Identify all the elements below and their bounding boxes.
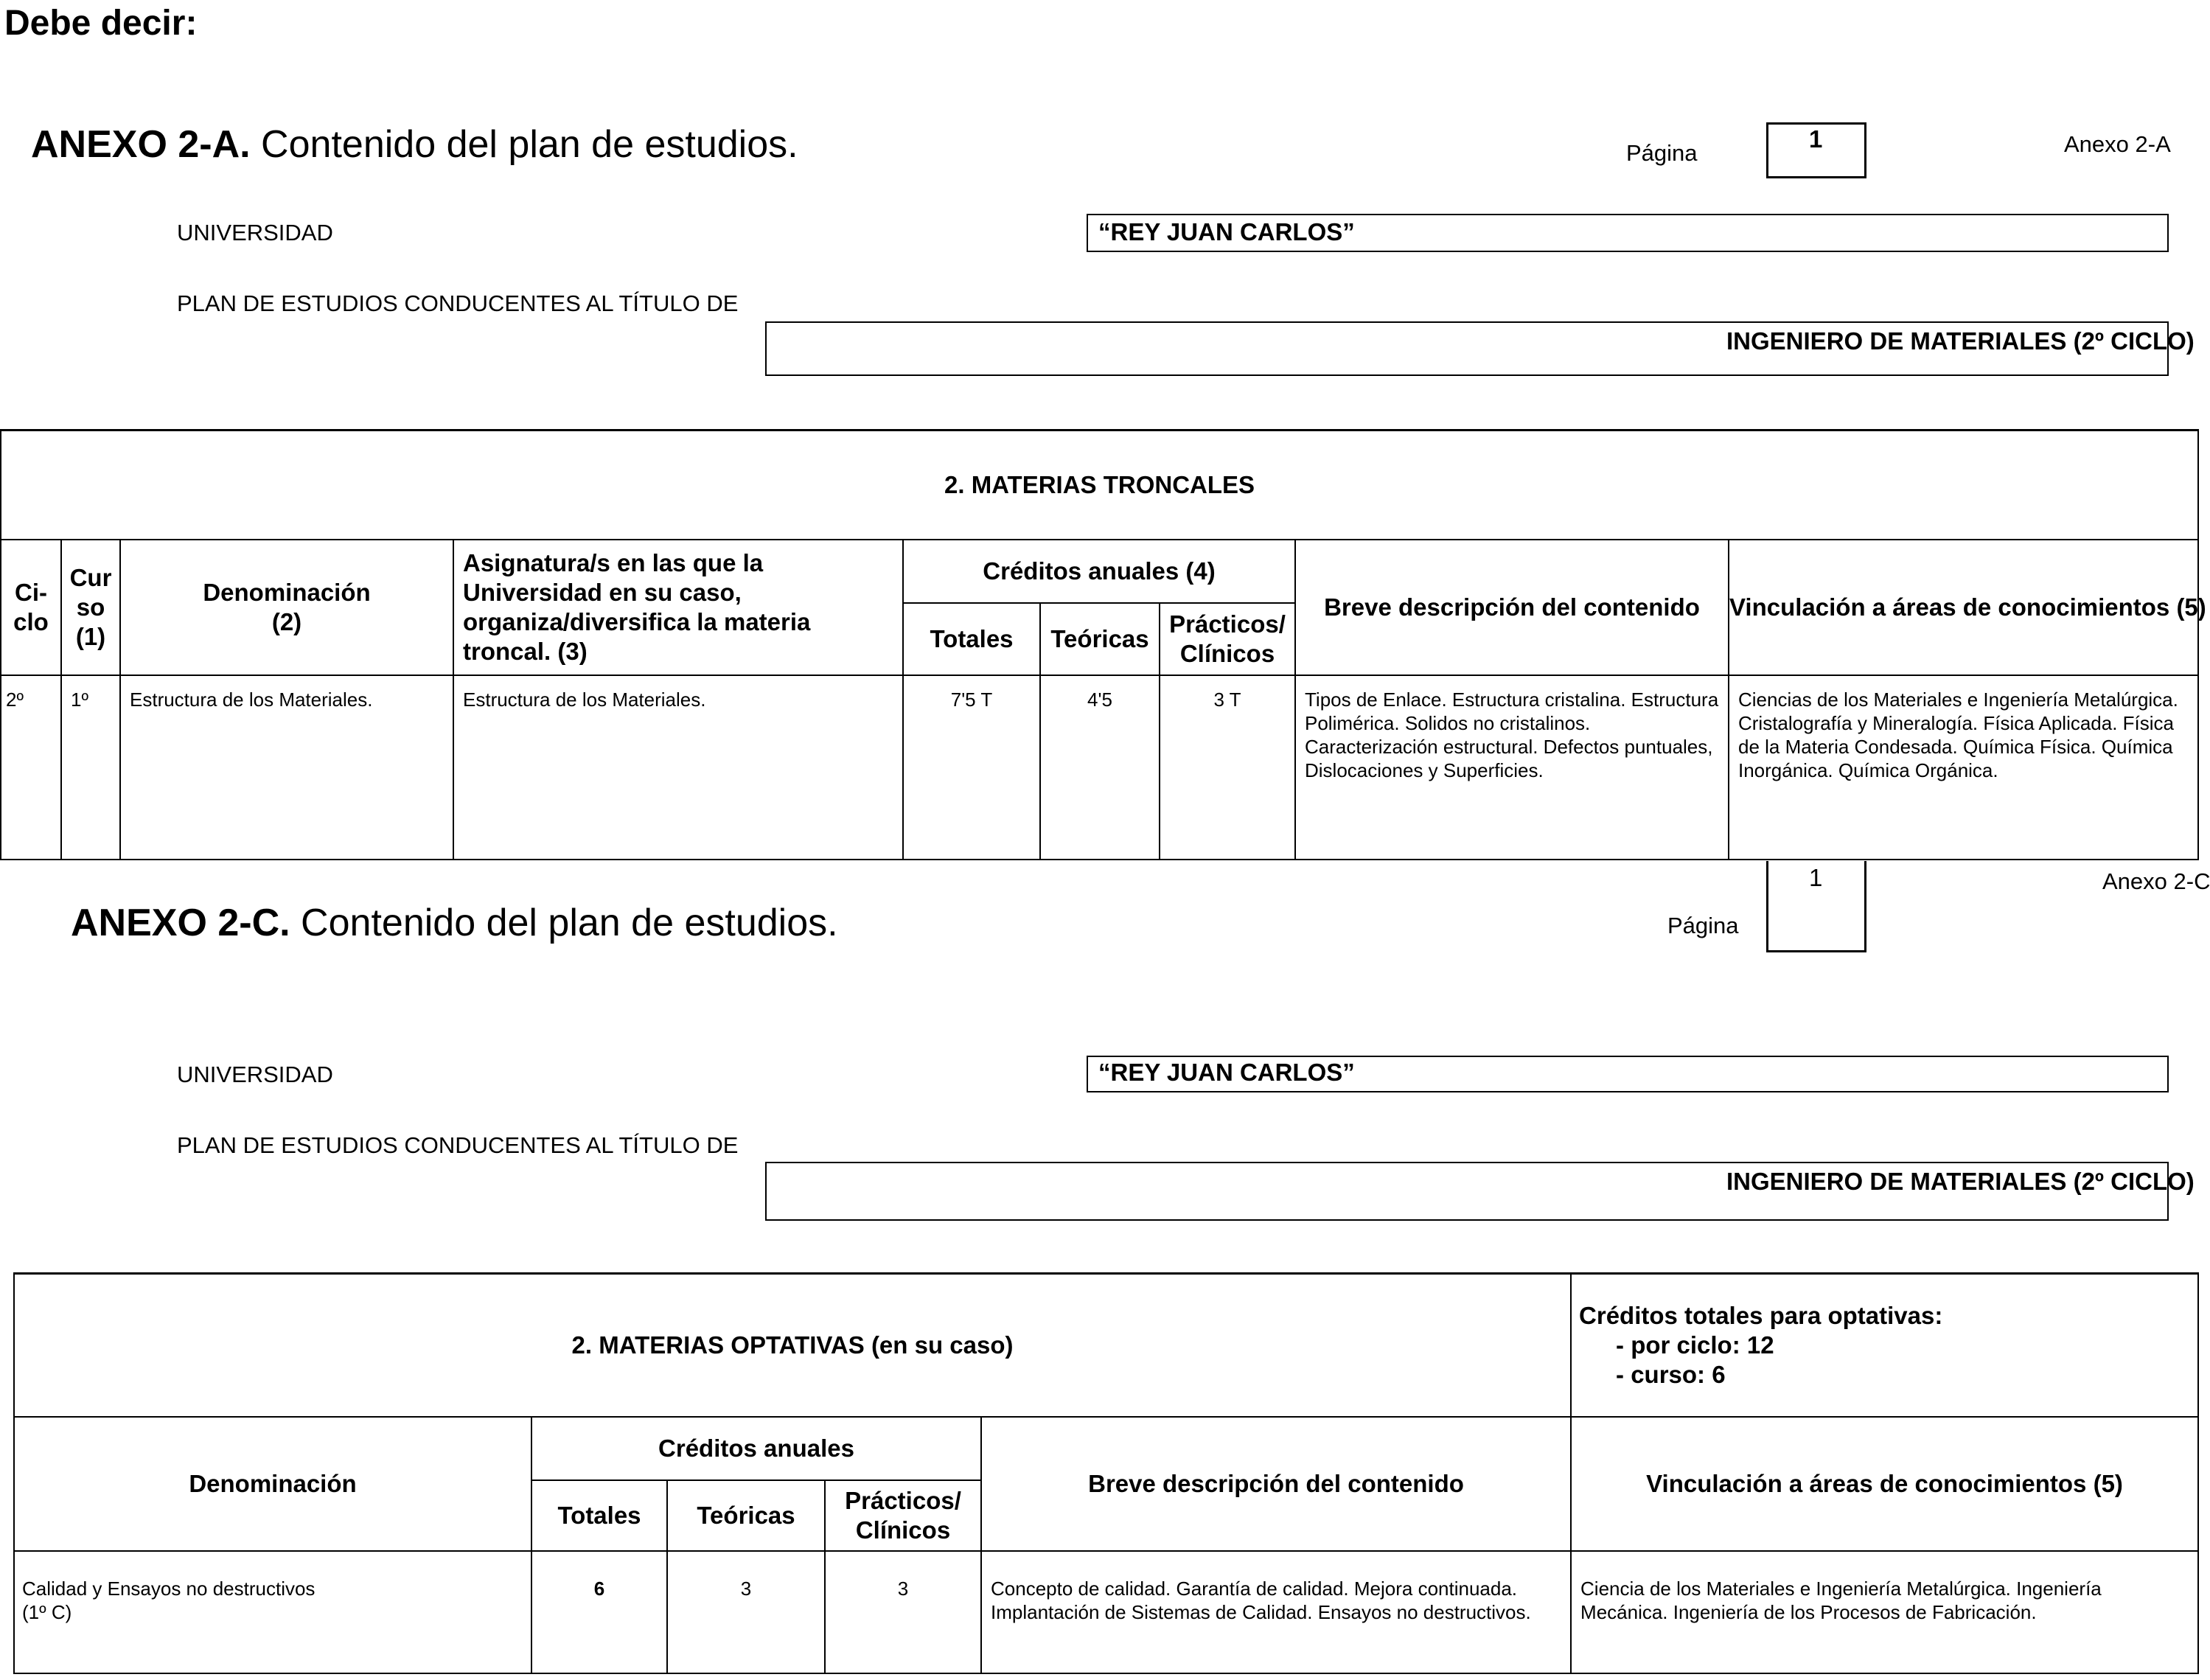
annex-a-page-label: Página — [1626, 140, 1698, 166]
header-creditos: Créditos anuales (4) — [903, 540, 1295, 603]
row-totales-c: 6 — [531, 1551, 667, 1673]
annex-a-university-label: UNIVERSIDAD — [177, 220, 333, 245]
troncales-section-title: 2. MATERIAS TRONCALES — [1, 431, 2198, 540]
header-descripcion-c: Breve descripción del contenido — [981, 1417, 1571, 1551]
annex-c-degree-value: INGENIERO DE MATERIALES (2º CICLO) — [1726, 1168, 2195, 1195]
annex-a-title-bold: ANEXO 2-A. — [31, 123, 251, 166]
annex-c-page-number: 1 — [1809, 864, 1823, 891]
annex-c-annex-label: Anexo 2-C — [2102, 868, 2210, 894]
annex-c-title-rest: Contenido del plan de estudios. — [290, 902, 838, 944]
header-vinculacion-c: Vinculación a áreas de conocimientos (5) — [1571, 1417, 2198, 1551]
row-practicos-c: 3 — [825, 1551, 981, 1673]
annex-a-plan-label: PLAN DE ESTUDIOS CONDUCENTES AL TÍTULO DE — [177, 290, 739, 316]
row-teoricas: 4'5 — [1040, 675, 1160, 860]
row-practicos: 3 T — [1160, 675, 1295, 860]
row-curso: 1º — [61, 675, 120, 860]
row-teoricas-c: 3 — [667, 1551, 825, 1673]
row-denominacion-c: Calidad y Ensayos no destructivos (1º C) — [14, 1551, 531, 1673]
annex-a-title — [31, 122, 798, 167]
row-descripcion: Tipos de Enlace. Estructura cristalina. Estructura Polimérica. Solidos no cristalinos. Caracterización estructural. Defectos puntuales, Dislocaciones y Superficies. — [1295, 675, 1729, 860]
page-heading: Debe decir: — [4, 4, 198, 43]
annex-c-title — [71, 901, 838, 945]
annex-c-title-bold: ANEXO 2-C. — [71, 902, 290, 944]
header-denominacion-c: Denominación — [14, 1417, 531, 1551]
annex-a-degree-value: INGENIERO DE MATERIALES (2º CICLO) — [1726, 327, 2195, 355]
header-curso: Cur so (1) — [61, 540, 120, 675]
optativas-table — [13, 1272, 2199, 1674]
row-asignatura: Estructura de los Materiales. — [453, 675, 903, 860]
header-creditos-c: Créditos anuales — [531, 1417, 981, 1480]
optativas-section-title: 2. MATERIAS OPTATIVAS (en su caso) — [14, 1274, 1571, 1417]
annex-c-university-value: “REY JUAN CARLOS” — [1098, 1059, 1355, 1086]
annex-a-page-number: 1 — [1809, 125, 1823, 153]
header-totales: Totales — [903, 603, 1040, 675]
annex-c-page-label: Página — [1667, 913, 1739, 938]
header-descripcion: Breve descripción del contenido — [1295, 540, 1729, 675]
annex-a-annex-label: Anexo 2-A — [2064, 131, 2171, 157]
header-denominacion: Denominación (2) — [120, 540, 453, 675]
table-row — [14, 1551, 2198, 1673]
troncales-table — [0, 429, 2206, 860]
annex-c-plan-label: PLAN DE ESTUDIOS CONDUCENTES AL TÍTULO DE — [177, 1132, 739, 1158]
header-asignaturas: Asignatura/s en las que la Universidad en su caso, organiza/diversifica la materia troncal. (3) — [453, 540, 903, 675]
header-practicos: Prácticos/ Clínicos — [1160, 603, 1295, 675]
header-teoricas-c: Teóricas — [667, 1480, 825, 1551]
header-teoricas: Teóricas — [1040, 603, 1160, 675]
annex-c-university-label: UNIVERSIDAD — [177, 1062, 333, 1087]
optativas-credits-box — [1571, 1274, 2198, 1417]
table-row — [1, 675, 2198, 860]
row-descripcion-c: Concepto de calidad. Garantía de calidad. Mejora continuada. Implantación de Sistemas de Calidad. Ensayos no destructivos. — [981, 1551, 1571, 1673]
header-vinculacion: Vinculación a áreas de conocimientos (5) — [1729, 540, 2198, 675]
credits-ciclo: - por ciclo: 12 — [1616, 1331, 1774, 1359]
row-denominacion: Estructura de los Materiales. — [120, 675, 453, 860]
header-practicos-c: Prácticos/ Clínicos — [825, 1480, 981, 1551]
header-ciclo: Ci- clo — [1, 540, 61, 675]
row-vinculacion: Ciencias de los Materiales e Ingeniería Metalúrgica. Cristalografía y Mineralogía. Física Aplicada. Física de la Materia Condesada. Química Física. Química Inorgánica. Química Orgánica. — [1729, 675, 2198, 860]
annex-a-title-rest: Contenido del plan de estudios. — [250, 123, 798, 166]
header-totales-c: Totales — [531, 1480, 667, 1551]
row-vinculacion-c: Ciencia de los Materiales e Ingeniería Metalúrgica. Ingeniería Mecánica. Ingeniería de los Procesos de Fabricación. — [1571, 1551, 2198, 1673]
credits-title: Créditos totales para optativas: — [1579, 1301, 1943, 1329]
credits-curso: - curso: 6 — [1616, 1360, 1726, 1388]
annex-a-university-value: “REY JUAN CARLOS” — [1098, 218, 1355, 245]
row-ciclo: 2º — [1, 675, 61, 860]
row-totales: 7'5 T — [903, 675, 1040, 860]
